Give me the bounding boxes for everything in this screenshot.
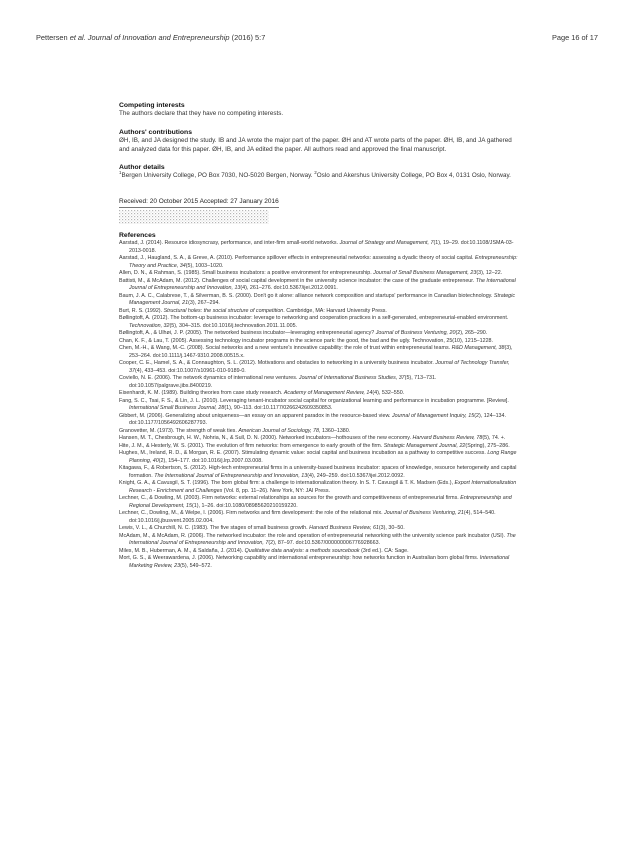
reference-item: Chan, K. F., & Lau, T. (2005). Assessing technology incubator programs in the science park: the good, the bad and the ugly. Technovation, 25(10), 1215–1228. [119, 337, 494, 344]
reference-item: Battisti, M., & McAdam, M. (2012). Challenges of social capital development in the university science incubator: the case of the graduate entrepreneur. The International Journal of Entrepreneurship and Innovation, 13(4), 261–276. doi:10.5367/ijei.2012.0091. [119, 277, 516, 292]
authors-contributions-heading: Authors' contributions [119, 128, 192, 136]
reference-item: Mort, G. S., & Weerawardena, J. (2006). Networking capability and international entrepreneurship: how networks function in Australian born global firms. International Marketing Review, 23(5), 549–572. [119, 555, 510, 569]
reference-item: Miles, M. B., Huberman, A. M., & Saldaña, J. (2014). Qualitative data analysis: a methods sourcebook (3rd ed.). CA: Sage. [119, 547, 409, 554]
reference-item: Lechner, C., & Dowling, M. (2003). Firm networks: external relationships as sources for the growth and competitiveness of entrepreneurial firms. Entrepreneurship and Regional Development, 15(1), 1–26. doi:10.1080/08985620210159220. [119, 495, 512, 509]
page-number: Page 16 of 17 [551, 33, 598, 42]
running-header [36, 33, 598, 42]
competing-interests-section [119, 101, 519, 119]
reference-item: Eisenhardt, K. M. (1989). Building theories from case study research. Academy of Management Review, 14(4), 532–550. [119, 390, 405, 397]
reference-item: Lewis, V. L., & Churchill, N. C. (1983). The five stages of small business growth. Harvard Business Review, 61(3), 30–50. [119, 525, 405, 532]
reference-item: Aarstad, J., Haugland, S. A., & Greve, A. (2010). Performance spillover effects in entrepreneurial networks: assessing a dyadic theory of social capital. Entrepreneurship: Theory and Practice, 34(5), 1003–1020. [119, 255, 518, 269]
reference-list [119, 240, 519, 570]
competing-interests-heading: Competing interests [119, 102, 185, 109]
reference-item: Bøllingtoft, A. (2012). The bottom-up business incubator: leverage to networking and cooperation practices in a self-generated, entrepreneurial-enabled environment. Technovation, 32(5), 304–315. doi:10.1016/j.technovation.2011.11.005. [119, 315, 509, 329]
author-details-section [119, 163, 519, 181]
reference-item: Lechner, C., Dowling, M., & Welpe, I. (2006). Firm networks and firm development: the role of the relational mix. Journal of Business Venturing, 21(4), 514–540. doi:10.1016/j.jbusvent.2005.02.004. [119, 510, 496, 524]
reference-item: Cooper, C. E., Hamel, S. A., & Connaughton, S. L. (2012). Motivations and obstacles to networking in a university business incubator. Journal of Technology Transfer, 37(4), 433–453. doi:10.1007/s10961-010-9189-0. [119, 360, 510, 374]
publisher-mark [119, 210, 269, 224]
running-header-citation: Pettersen et al. Journal of Innovation and Entrepreneurship (2016) 5:7 [36, 33, 266, 42]
reference-item: Burt, R. S. (1992). Structural holes: the social structure of competition. Cambridge, MA: Harvard University Press. [119, 307, 387, 314]
reference-item: Hansen, M. T., Chesbrough, H. W., Nohria, N., & Sull, D. N. (2000). Networked incubators—hothouses of the new economy. Harvard Business Review, 78(5), 74. +. [119, 435, 506, 442]
reference-item: Coviello, N. E. (2006). The network dynamics of international new ventures. Journal of International Business Studies, 37(5), 713–731. doi:10.1057/palgrave.jibs.8400219. [119, 375, 437, 389]
reference-item: Hughes, M., Ireland, R. D., & Morgan, R. E. (2007). Stimulating dynamic value: social capital and business incubation as a pathway to competitive success. Long Range Planning, 40(2), 154–177. doi:10.1016/j.lrp.2007.03.008. [119, 450, 517, 464]
reference-item: Knight, G. A., & Cavusgil, S. T. (1996). The born global firm: a challenge to internationalization theory. In S. T. Cavusgil & T. K. Madsen (Eds.), Export Internationalization Research - Enrichment and Challenges (Vol. 8, pp. 11–26). New York, NY: JAI Press. [119, 480, 517, 494]
authors-contributions-section [119, 128, 519, 155]
reference-item: Baum, J. A. C., Calabrese, T., & Silverman, B. S. (2000). Don't go it alone: alliance network composition and startups' performance in Canadian biotechnology. Strategic Management Journal, 21(3), 267–294. [119, 292, 516, 307]
reference-item: Granovetter, M. (1973). The strength of weak ties. American Journal of Sociology, 78, 1360–1380. [119, 427, 351, 434]
reference-item: Fang, S. C., Tsai, F. S., & Lin, J. L. (2010). Leveraging tenant-incubator social capital for organizational learning and performance in incubation programme. [Review]. International Small Business Journal, 28(1), 90–113. doi:10.1177/0266242609350853. [119, 397, 509, 412]
references-section [119, 231, 519, 570]
received-accepted-dates: Received: 20 October 2015 Accepted: 27 January 2016 [119, 197, 279, 208]
authors-contributions-text: ØH, IB, and JA designed the study. IB and JA wrote the major part of the paper. ØH and AT wrote parts of the paper. ØH, IB, and JA gathered and analyzed data for this paper. ØH, IB, and JA edited the paper. All authors read and approved the final manuscript. [119, 136, 512, 153]
references-heading: References [119, 232, 156, 240]
reference-item: Gibbert, M. (2006). Generalizing about uniqueness—an essay on an apparent paradox in the resource-based view. Journal of Management Inquiry, 15(2), 124–134. doi:10.1177/1056492606287793. [119, 412, 506, 427]
reference-item: Chen, M.-H., & Wang, M.-C. (2008). Social networks and a new venture's innovative capability: the role of trust within entrepreneurial teams. R&D Management, 38(3), 253–264. doi:10.1111/j.1467-9310.2008.00515.x. [119, 345, 513, 359]
publisher-mark-graphic [119, 210, 269, 224]
reference-item: Kitagawa, F., & Robertson, S. (2012). High-tech entrepreneurial firms in a university-based business incubator: spaces of knowledge, resource heterogeneity and capital formation. The International Journal of Entrepreneurship and Innovation, 13(4), 249–259. doi:10.5367/ijei.2012.0092. [119, 465, 517, 479]
article-back-matter [119, 101, 519, 570]
competing-interests-text: The authors declare that they have no competing interests. [119, 110, 284, 117]
reference-item: Hite, J. M., & Hesterly, W. S. (2001). The evolution of firm networks: from emergence to early growth of the firm. Strategic Management Journal, 22(Spring), 275–286. [119, 442, 510, 449]
reference-item: Allen, D. N., & Rahman, S. (1985). Small business incubators: a positive environment for entrepreneurship. Journal of Small Business Management, 23(3), 12–22. [119, 270, 503, 277]
author-affiliations: $^1$Bergen University College, PO Box 7030, NO-5020 Bergen, Norway. $^2$Oslo and Akershus University College, PO Box 4, 0131 Oslo, Norway. [119, 170, 511, 180]
reference-item: Bøllingtoft, A., & Ulhøi, J. P. (2005). The networked business incubator—leveraging entrepreneurial agency? Journal of Business Venturing, 20(2), 265–290. [119, 330, 488, 337]
reference-item: McAdam, M., & McAdam, R. (2006). The networked incubator: the role and operation of entrepreneurial networking with the university science park incubator (USI). The International Journal of Entrepreneurship and Innovation, 7(2), 87–97. doi:10.5367/000000006776928663. [119, 532, 516, 547]
reference-item: Aarstad, J. (2014). Resource idiosyncrasy, performance, and inter-firm small-world networks. Journal of Strategy and Management, 7(1), 19–29. doi:10.1108/JSMA-03-2013-0018. [119, 240, 514, 254]
author-details-heading: Author details [119, 164, 165, 172]
